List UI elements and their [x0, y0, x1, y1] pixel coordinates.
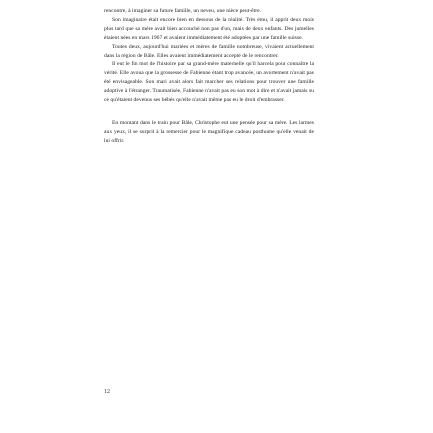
paragraph-4: Il eut le fin mot de l'histoire par sa grand-mère maternelle qu'il harcela pour connaître la vérité. Elle avoua que la grossesse de Fabienne étant trop avancée, un avortement n'avait pas été envisageable. Son mari avait alors fait marcher ses relations pour trouver une famille adoptive à l'étranger. Traumatisée, Fabienne n'avait pas eu son mot à dire et n'avait jamais su ce qu'étaient devenus ses bébés qu'elle n'avait même pas eu le droit d'embrasser.	[104, 61, 314, 104]
paragraph-3: Toutes deux, aujourd'hui mariées et mères de famille nombreuse, vivaient actuellement dans la région de Bâle. Elles avaient immédiatement accepté de le rencontrer.	[104, 43, 314, 59]
paragraph-5: En montant dans le train pour Bâle, Christophe eut une pensée pour sa mère. Les larmes aux yeux, il se surprit à la remercier pour le magnifique cadeau posthume qu'elle venait de lui offrir.	[104, 119, 314, 144]
paragraph-spacer	[104, 105, 314, 119]
page-number: 12	[104, 389, 110, 395]
text-column	[104, 7, 314, 146]
paragraph-1: rencontre, à imaginer sa future famille, un neveu, une nièce peut-être.	[104, 8, 262, 14]
paragraph-2: Son imaginaire était encore bien en dessous de la réalité. Très ému, il apprit deux mois plus tard que sa mère avait bien accouché non pas d'un, mais de deux enfants. Des jumelles étaient nées en mars 1967 et avaient immédiatement été adoptées par une famille suisse.	[104, 16, 314, 41]
